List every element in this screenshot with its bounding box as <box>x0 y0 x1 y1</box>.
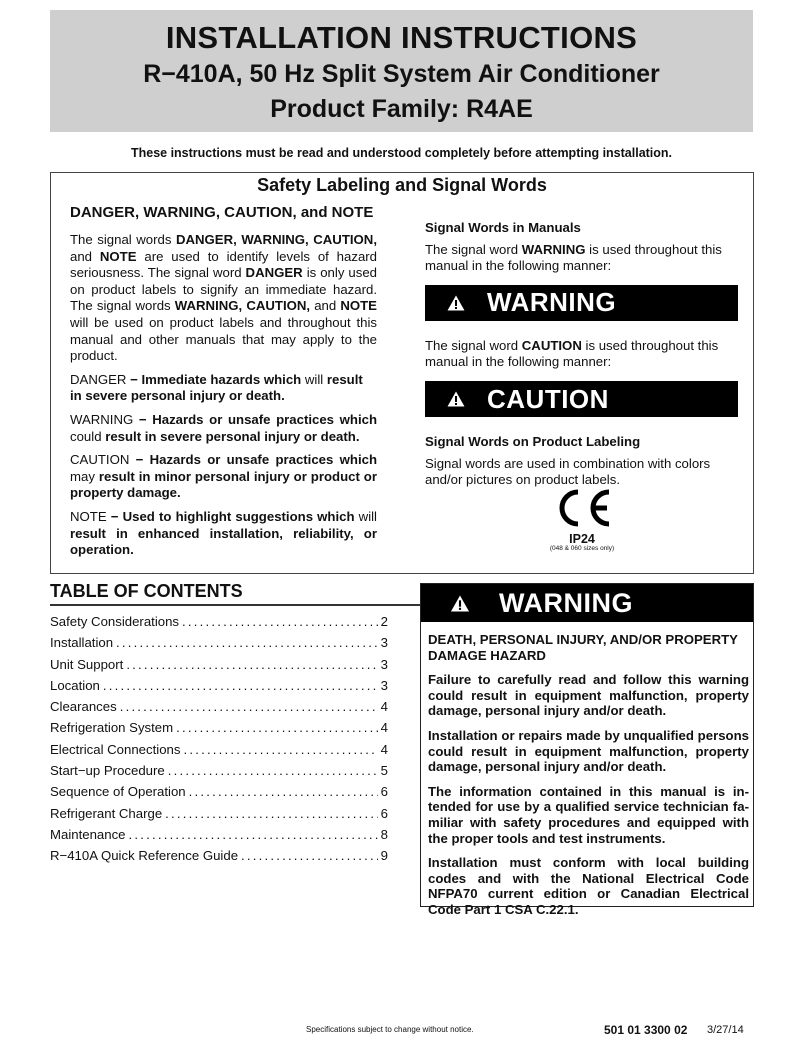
toc-leader-dots <box>129 827 378 842</box>
safety-title: Safety Labeling and Signal Words <box>257 175 547 195</box>
body-text: are used to identify levels of hazard seriousness. The signal word <box>70 248 378 281</box>
emphasis-text: WARNING, CAUTION, <box>174 298 311 314</box>
danger-definition <box>70 372 377 405</box>
body-text: is used throughout this manual in the following manner: <box>425 241 722 274</box>
toc-entry-page: 3 <box>380 656 388 672</box>
body-text: WARNING <box>70 411 134 427</box>
caution-usage-text <box>425 338 738 371</box>
body-text: will be used on product labels and throughout this manual and other manuals that may apply to the product. <box>70 314 377 364</box>
toc-entry-page: 9 <box>380 848 388 864</box>
hazard-warning-bar <box>421 584 753 622</box>
table-of-contents <box>50 614 388 870</box>
hazard-paragraph: The information contained in this manual is intended for use by a qualified service technician familiar with safety procedures and equipped with the proper tools and test instruments. <box>428 783 749 846</box>
title-banner <box>50 10 753 132</box>
body-text: NOTE <box>70 508 107 524</box>
body-text: DANGER <box>70 371 127 387</box>
body-text: will <box>358 508 377 524</box>
toc-leader-dots <box>183 742 377 757</box>
body-text: will <box>304 371 324 387</box>
toc-entry[interactable] <box>50 763 388 784</box>
emphasis-text: DANGER, WARNING, CAUTION, <box>175 232 377 247</box>
emphasis-text: NOTE <box>99 248 137 264</box>
toc-entry-label: Maintenance <box>50 826 126 842</box>
labeling-heading: Signal Words on Product Labeling <box>425 433 641 449</box>
toc-entry[interactable] <box>50 848 388 869</box>
emphasis-text: DANGER <box>245 265 303 281</box>
emphasis-text: result in enhanced installation, reliability, or operation. <box>70 525 377 558</box>
document-subtitle: R−410A, 50 Hz Split System Air Conditioner <box>143 60 660 88</box>
toc-leader-dots <box>120 699 378 714</box>
toc-leader-dots <box>126 657 377 672</box>
toc-entry-page: 2 <box>380 614 388 629</box>
toc-leader-dots <box>182 614 378 629</box>
toc-leader-dots <box>103 678 378 693</box>
toc-entry-label: Start−up Procedure <box>50 763 165 779</box>
toc-entry-label: Refrigerant Charge <box>50 805 163 821</box>
definitions-heading: DANGER, WARNING, CAUTION, and NOTE <box>70 204 374 221</box>
toc-leader-dots <box>241 848 378 863</box>
toc-entry-label: R−410A Quick Reference Guide <box>50 848 239 864</box>
toc-entry[interactable] <box>50 614 388 635</box>
document-number: 501 01 3300 02 <box>604 1023 688 1037</box>
toc-entry-page: 6 <box>380 784 388 800</box>
hazard-warning-text <box>428 632 749 927</box>
signal-words-intro <box>70 232 377 365</box>
caution-signal-word: CAUTION <box>487 383 609 414</box>
toc-entry[interactable] <box>50 806 388 827</box>
toc-entry-label: Location <box>50 677 100 693</box>
emphasis-text: − Immediate hazards which <box>126 371 305 387</box>
toc-leader-dots <box>189 784 378 799</box>
ce-mark-icon <box>552 486 614 530</box>
caution-triangle-icon <box>425 391 487 407</box>
body-text: is used throughout this manual in the following manner: <box>425 337 719 370</box>
emphasis-text: result in severe personal injury or death. <box>101 428 360 444</box>
caution-signal-bar <box>425 381 738 417</box>
toc-entry-page: 4 <box>380 699 388 715</box>
toc-entry[interactable] <box>50 827 388 848</box>
toc-entry-page: 8 <box>380 826 388 842</box>
toc-title: TABLE OF CONTENTS <box>50 581 243 601</box>
document-date: 3/27/14 <box>707 1024 744 1036</box>
warning-signal-word: WARNING <box>487 287 617 318</box>
emphasis-text: − Hazards or unsafe practices which <box>133 411 377 427</box>
toc-entry[interactable] <box>50 720 388 741</box>
toc-entry-page: 3 <box>380 677 388 693</box>
emphasis-text: result in minor personal injury or product or property damage. <box>70 468 377 501</box>
signal-words-usage <box>425 220 738 489</box>
manuals-heading: Signal Words in Manuals <box>425 220 581 235</box>
toc-entry[interactable] <box>50 742 388 763</box>
toc-divider <box>50 604 422 606</box>
body-text: may <box>70 468 95 484</box>
toc-entry-label: Refrigeration System <box>50 720 174 736</box>
toc-leader-dots <box>176 720 378 735</box>
toc-entry-label: Safety Considerations <box>50 614 180 629</box>
toc-entry[interactable] <box>50 657 388 678</box>
labeling-text: Signal words are used in combination with colors and/or pictures on product labels. <box>425 455 711 488</box>
body-text: CAUTION <box>70 452 130 468</box>
toc-leader-dots <box>116 635 378 650</box>
body-text: could <box>70 428 102 444</box>
toc-leader-dots <box>168 763 378 778</box>
emphasis-text: NOTE <box>340 298 377 314</box>
warning-definition <box>70 412 377 445</box>
document-title: INSTALLATION INSTRUCTIONS <box>165 20 638 55</box>
ip-rating-note: (048 & 060 sizes only) <box>549 545 615 552</box>
signal-words-definitions <box>70 204 377 566</box>
toc-leader-dots <box>165 806 378 821</box>
toc-entry[interactable] <box>50 784 388 805</box>
toc-entry[interactable] <box>50 678 388 699</box>
emphasis-text: CAUTION <box>521 337 582 353</box>
hazard-paragraph: Installation must conform with local building codes and with the National Electrical Code NFPA70 current edition or Canadian Electrical Code Part 1 CSA C.22.1. <box>428 855 749 917</box>
emphasis-text: − Used to highlight suggestions which <box>106 508 359 524</box>
emphasis-text: − Hazards or unsafe practices which <box>129 452 377 468</box>
warning-triangle-icon <box>425 295 487 311</box>
hazard-triangle-icon <box>421 595 499 612</box>
emphasis-text: result in severe personal injury or death. <box>70 371 363 404</box>
body-text: and <box>70 248 100 264</box>
toc-entry-page: 6 <box>380 805 388 821</box>
read-notice: These instructions must be read and understood completely before attempting installation. <box>130 146 673 160</box>
body-text: is only used on product labels to signify an immediate hazard. The signal words <box>70 265 377 314</box>
toc-entry-page: 4 <box>380 720 388 736</box>
caution-definition <box>70 452 377 502</box>
warning-signal-bar <box>425 285 738 321</box>
body-text: The signal word <box>425 337 522 353</box>
toc-entry-label: Installation <box>50 635 114 651</box>
toc-entry[interactable] <box>50 699 388 720</box>
toc-entry-page: 3 <box>380 635 388 651</box>
emphasis-text: WARNING <box>521 241 586 257</box>
hazard-heading: DEATH, PERSONAL INJURY, AND/OR PROPERTY DAMAGE HAZARD <box>428 632 738 663</box>
toc-entry[interactable] <box>50 635 388 656</box>
toc-entry-label: Unit Support <box>50 656 124 672</box>
body-text: The signal word <box>425 241 522 257</box>
toc-entry-page: 5 <box>380 763 388 779</box>
toc-entry-label: Sequence of Operation <box>50 784 186 800</box>
toc-entry-label: Clearances <box>50 699 117 715</box>
body-text: The signal words <box>70 232 176 247</box>
hazard-paragraph: Installation or repairs made by unqualified persons could result in equipment malfunction, property damage, personal injury and/or death. <box>428 727 749 775</box>
spec-notice: Specifications subject to change without notice. <box>306 1025 474 1034</box>
body-text: and <box>310 298 341 314</box>
warning-usage-text <box>425 242 738 275</box>
hazard-signal-word: WARNING <box>499 587 633 618</box>
toc-entry-label: Electrical Connections <box>50 741 181 757</box>
note-definition <box>70 509 377 559</box>
toc-entry-page: 4 <box>380 741 388 757</box>
ip-rating: IP24 <box>569 532 595 546</box>
product-family: Product Family: R4AE <box>270 95 533 123</box>
hazard-paragraph: Failure to carefully read and follow this warning could result in equipment malfunction, property damage, personal injury and/or death. <box>428 672 749 719</box>
